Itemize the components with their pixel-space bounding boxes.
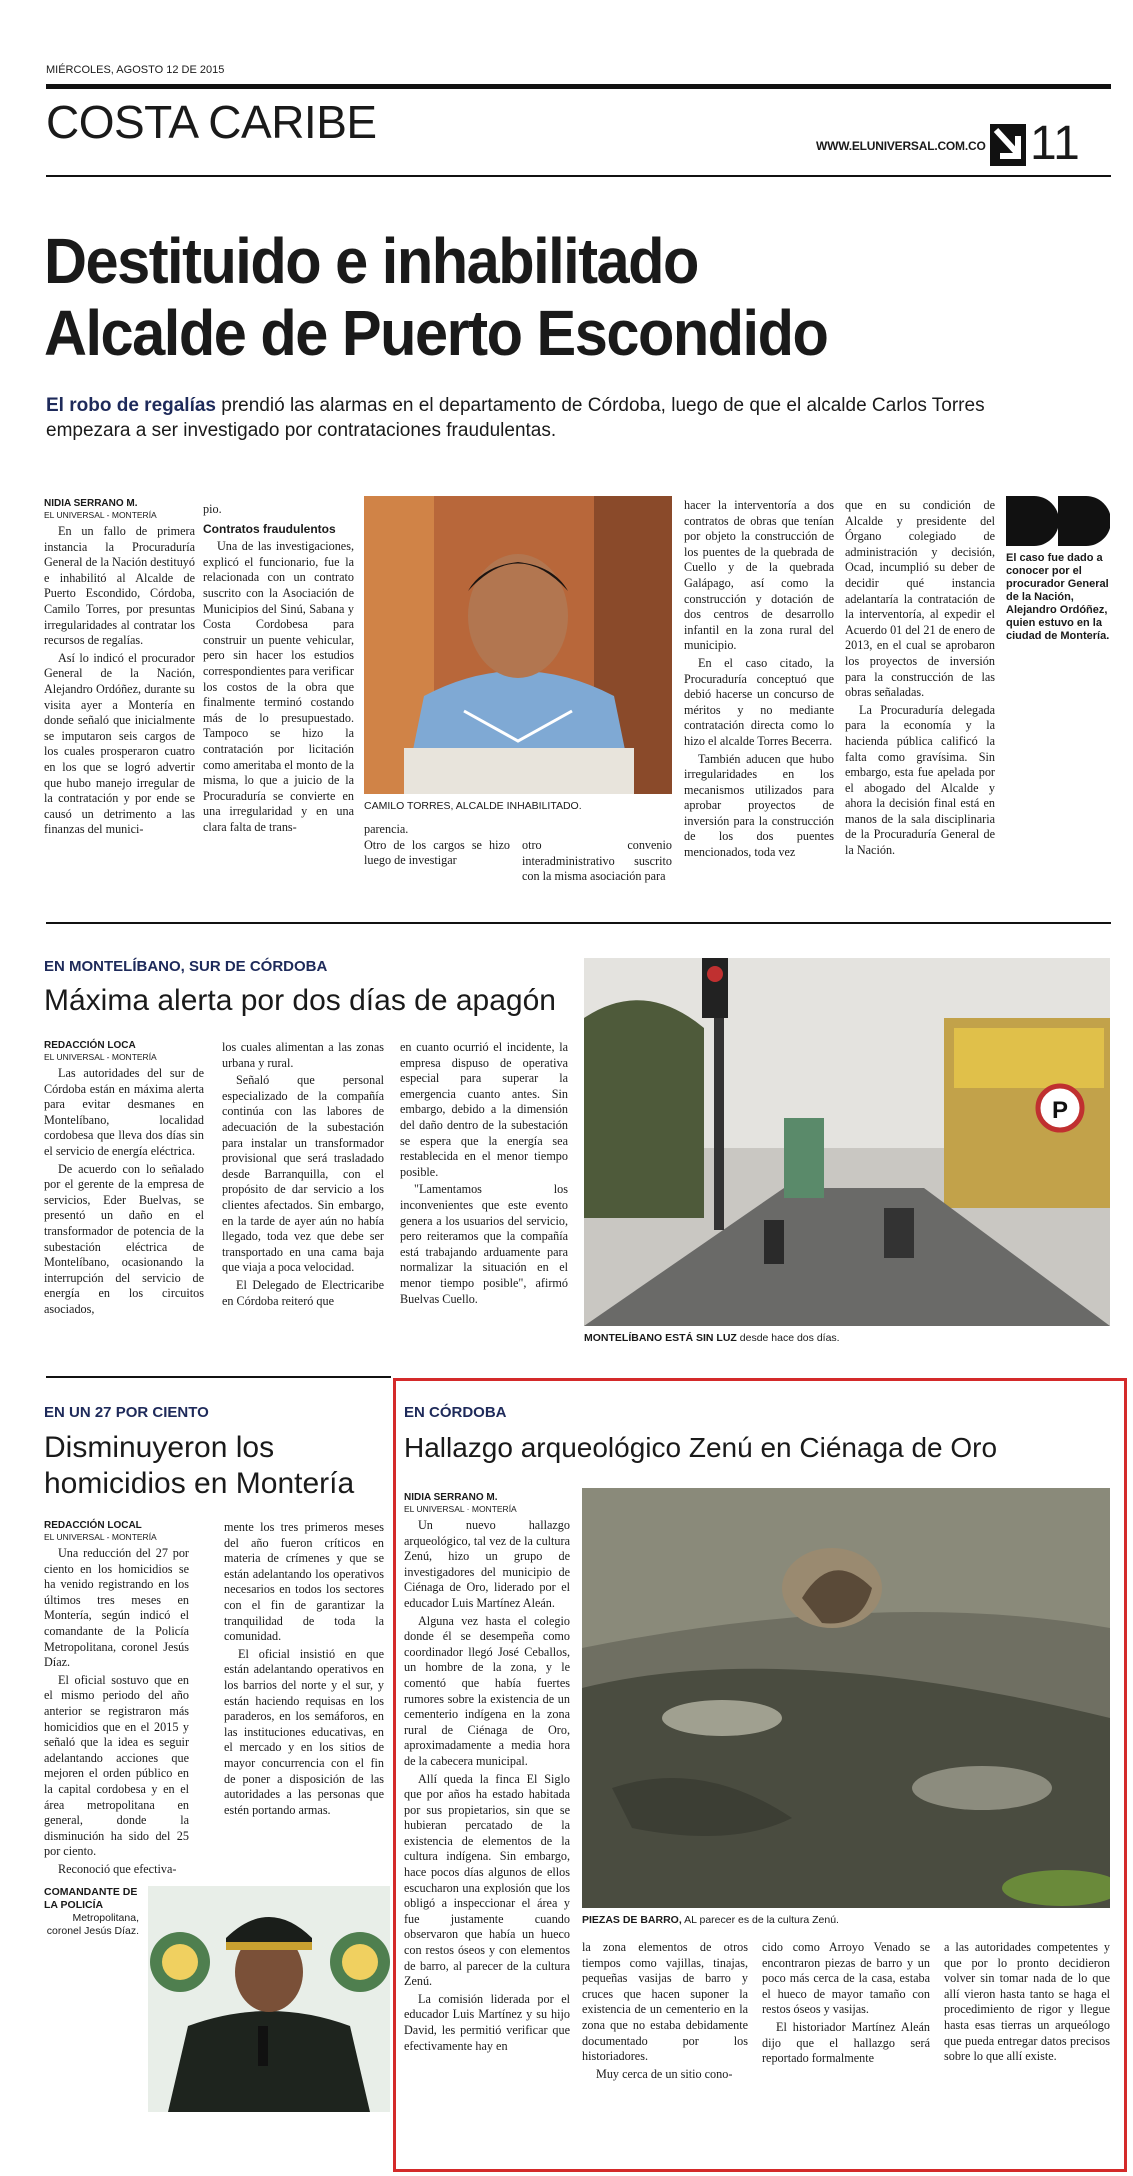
svg-text:P: P bbox=[1052, 1097, 1069, 1124]
story3-col-2: mente los tres primeros meses del año fueron críticos en materia de crímenes y que se están adelantando los operativos necesarios en todos los sectores con el fin de garantizar la tranquilidad de toda la comunidad. El oficial insistió en que están adelantando operativos en los barrios del norte y el sur, y están haciendo requisas en los paraderos, en los semáforos, en las instituciones educativas, en el mercado y en los sitios de mayor concurrencia con el fin de poner a disposición de las autoridades a las personas que estén portando armas. bbox=[224, 1520, 384, 1817]
story2-col-1: REDACCIÓN LOCA EL UNIVERSAL - MONTERÍA Las autoridades del sur de Córdoba están en máxima alerta para evitar desmanes en Montelíbano, localidad cordobesa que lleva dos días sin el servicio de energía eléctrica. De acuerdo con lo señalado por el gerente de la empresa de servicios, Eder Buelvas, se presentó un daño en el transformador de potencia de la subestación eléctrica de Montelíbano, ocasionando la interrupción del servicio de energía en los circuitos asociados, bbox=[44, 1040, 204, 1316]
story4-col-1: NIDIA SERRANO M. EL UNIVERSAL · MONTERÍA Un nuevo hallazgo arqueológico, tal vez de la cultura Zenú, hizo un grupo de investigadores del municipio de Ciénaga de Oro, liderado por el educador Luis Martínez Aleán. Alguna vez hasta el colegio donde él se desempeña como coordinador llegó José Ceballos, un hombre de la zona, y le comentó que había fuertes rumores sobre la existencia de un cementerio indígena en la zona rural de Ciénaga de Oro, aproximadamente a media hora de la cabecera municipal. Allí queda la finca El Siglo que por años ha estado habitada por sus propietarios, sin que se hubieran percatado de la existencia de elementos de la cultura indígena. Sin embargo, hace pocos días algunos de ellos escucharon una explosión que los obligó a inspeccionar el área y fue justamente cuando observaron que había un hueco con restos óseos y con elementos de barro, al parecer de la cultura Zenú. La comisión liderada por el educador Luis Martínez y su hijo David, les permitió verificar que efectivamente hay en bbox=[404, 1492, 570, 2053]
street-photo-caption: MONTELÍBANO ESTÁ SIN LUZ desde hace dos días. bbox=[584, 1332, 840, 1344]
street-photo bbox=[584, 958, 1110, 1326]
story3-headline: Disminuyeron los homicidios en Montería bbox=[44, 1431, 355, 1500]
divider-1 bbox=[46, 922, 1111, 924]
story4-col-2: la zona elementos de otros tiempos como vajillas, tinajas, pequeñas vasijas de barro y cruces que hacen suponer la existencia de un cementerio en la zona que no estaba debidamente documentado por los historiadores. Muy cerca de un sitio cono- bbox=[582, 1940, 748, 2081]
section-title: COSTA CARIBE bbox=[46, 96, 377, 148]
page-number: 11 bbox=[1030, 117, 1080, 170]
mayor-photo-caption: CAMILO TORRES, ALCALDE INHABILITADO. bbox=[364, 800, 582, 812]
main-col-2: pio. Contratos fraudulentos Una de las investigaciones, explicó el funcionario, fue la relacionada con un contrato suscrito con la Asociación de Municipios del Sinú, Sabana y Costa Cordobesa para construir un puente vehicular, pero sin hacer los estudios correspondientes para verificar los costos de la obra que finalmente terminó costando más de lo presupuestado. Tampoco se hizo la contratación por licitación como ameritaba el monto de la misma, lo que a juicio de la Procuraduría se convierte en una irregularidad y en una clara falta de trans- bbox=[203, 502, 354, 834]
story2-headline: Máxima alerta por dos días de apagón bbox=[44, 984, 556, 1017]
mayor-photo bbox=[364, 496, 672, 794]
main-col-4: que en su condición de Alcalde y presidente del Órgano colegiado de administración y decisión, Ocad, incumplió su deber de decidir qué instancia adelantaría la contratación de la interventoría, al expedir el Acuerdo 01 del 21 de enero de 2013, en el cual se aprobaron los proyectos de inversión para la construcción de las obras señaladas. La Procuraduría delegada para la economía y la hacienda pública calificó la falta como gravísima. Sin embargo, esta fue apelada por el abogado del Alcalde y ahora la decisión final está en manos de la sala disciplinaria de la Procuraduría General de la Nación. bbox=[845, 498, 995, 858]
main-under-photo-a: parencia. Otro de los cargos se hizo luego de investigar bbox=[364, 822, 510, 868]
arrow-icon bbox=[990, 124, 1026, 166]
sidebar-note: El caso fue dado a conocer por el procurador General de la Nación, Alejandro Ordóñez, quien estuvo en la ciudad de Montería. bbox=[1006, 552, 1110, 642]
story2-col-2: los cuales alimentan a las zonas urbana y rural. Señaló que personal especializado de la compañía continúa con las labores de adecuación de la subestación para instalar un transformador provisional que será trasladado desde Barranquilla, con el propósito de dar servicio a los clientes afectados. Sin embargo, en la tarde de ayer aún no había llegado, toda vez que debe ser transportado en una cama baja que viaja a poca velocidad. El Delegado de Electricaribe en Córdoba reiteró que bbox=[222, 1040, 384, 1308]
story4-headline: Hallazgo arqueológico Zenú en Ciénaga de Oro bbox=[404, 1432, 998, 1463]
main-col-3: hacer la interventoría a dos contratos de obras que tenían por objeto la construcción de los puentes de la quebrada de Cuello y de la quebrada Galápago, así como la construcción y dotación de dos centros de desarrollo infantil en la zona rural del municipio. En el caso citado, la Procuraduría conceptuó que debió hacerse un concurso de méritos y no mediante contratación directa como lo hizo el alcalde Torres Becerra. También aducen que hubo irregularidades en los mecanismos utilizados para aprobar proyectos de inversión para la construcción de los dos puentes mencionados, toda vez bbox=[684, 498, 834, 860]
website-link[interactable]: WWW.ELUNIVERSAL.COM.CO bbox=[816, 139, 986, 153]
main-dek: El robo de regalías prendió las alarmas en el departamento de Córdoba, luego de que el alcalde Carlos Torres empezara a ser investigado por contrataciones fraudulentas. bbox=[46, 395, 985, 441]
story4-col-3: cido como Arroyo Venado se encontraron piezas de barro y un poco más cerca de la casa, estaba el hueco de mayor tamaño con restos óseos y vasijas. El historiador Martínez Aleán dijo que el hallazgo será reportado formalmente bbox=[762, 1940, 930, 2066]
story4-col-4: a las autoridades competentes y que por lo pronto decidieron volver sin tomar nada de lo que allí vieron hasta tanto se haga el procedimiento de rigor y llegue hasta esas tierras un arqueólogo que pueda entregar datos precisos sobre lo que allí existe. bbox=[944, 1940, 1110, 2064]
divider-2 bbox=[46, 1376, 391, 1378]
header-bottom-rule bbox=[46, 175, 1111, 177]
issue-date: MIÉRCOLES, AGOSTO 12 DE 2015 bbox=[46, 64, 225, 76]
header-rule bbox=[46, 84, 1111, 89]
police-commander-photo bbox=[148, 1886, 390, 2112]
story3-col-1: REDACCIÓN LOCAL EL UNIVERSAL - MONTERÍA Una reducción del 27 por ciento en los homicidios se ha venido registrando en los últimos tres meses en Montería, según indicó el comandante de la Policía Metropolitana, coronel Jesús Díaz. El oficial sostuvo que en el mismo periodo del año anterior se registraron más homicidios que en el 2015 y señaló que la idea es seguir adelantando acciones que mejoren el orden público en la capital cordobesa y en el área metropolitana en general, donde la disminución ha sido del 25 por ciento. Reconoció que efectiva- bbox=[44, 1520, 189, 1876]
story2-col-3: en cuanto ocurrió el incidente, la empresa dispuso de operativa especial para superar la emergencia cuanto antes. Sin embargo, debido a la dimensión del daño dentro de la subestación se espera que la energía sea restablecida en el menor tiempo posible. "Lamentamos los inconvenientes que este evento genera a los usuarios del servicio, pero reiteramos que la compañía está trabajando arduamente para normalizar la situación en el menor tiempo posible", afirmó Buelvas Cuello. bbox=[400, 1040, 568, 1306]
police-photo-caption: COMANDANTE DE LA POLICÍA Metropolitana, coronel Jesús Díaz. bbox=[44, 1886, 139, 1937]
main-col-1: NIDIA SERRANO M. EL UNIVERSAL - MONTERÍA En un fallo de primera instancia la Procuraduría General de la Nación destituyó e inhabilitó al Alcalde de Puerto Escondido, Córdoba, Camilo Torres, por presuntas irregularidades al contratar los recursos de regalías. Así lo indicó el procurador General de la Nación, Alejandro Ordóñez, durante su visita ayer a Montería en donde señaló que inicialmente se imputaron seis cargos de los cuales prosperaron cuatro en los que se logró advertir que hubo manejo irregular de la contratación y por ende se causó un detrimento a las finanzas del munici- bbox=[44, 498, 195, 837]
story2-kicker: EN MONTELÍBANO, SUR DE CÓRDOBA bbox=[44, 958, 328, 975]
main-headline: Destituido e inhabilitado Alcalde de Puerto Escondido bbox=[44, 225, 828, 369]
clay-pieces-caption: PIEZAS DE BARRO, AL parecer es de la cultura Zenú. bbox=[582, 1914, 839, 1926]
story4-kicker: EN CÓRDOBA bbox=[404, 1404, 507, 1421]
quote-marks-icon bbox=[1006, 496, 1110, 546]
clay-pieces-photo bbox=[582, 1488, 1110, 1908]
main-under-photo-b: otro convenio interadministrativo suscrito con la misma asociación para bbox=[522, 838, 672, 884]
story3-kicker: EN UN 27 POR CIENTO bbox=[44, 1404, 209, 1421]
